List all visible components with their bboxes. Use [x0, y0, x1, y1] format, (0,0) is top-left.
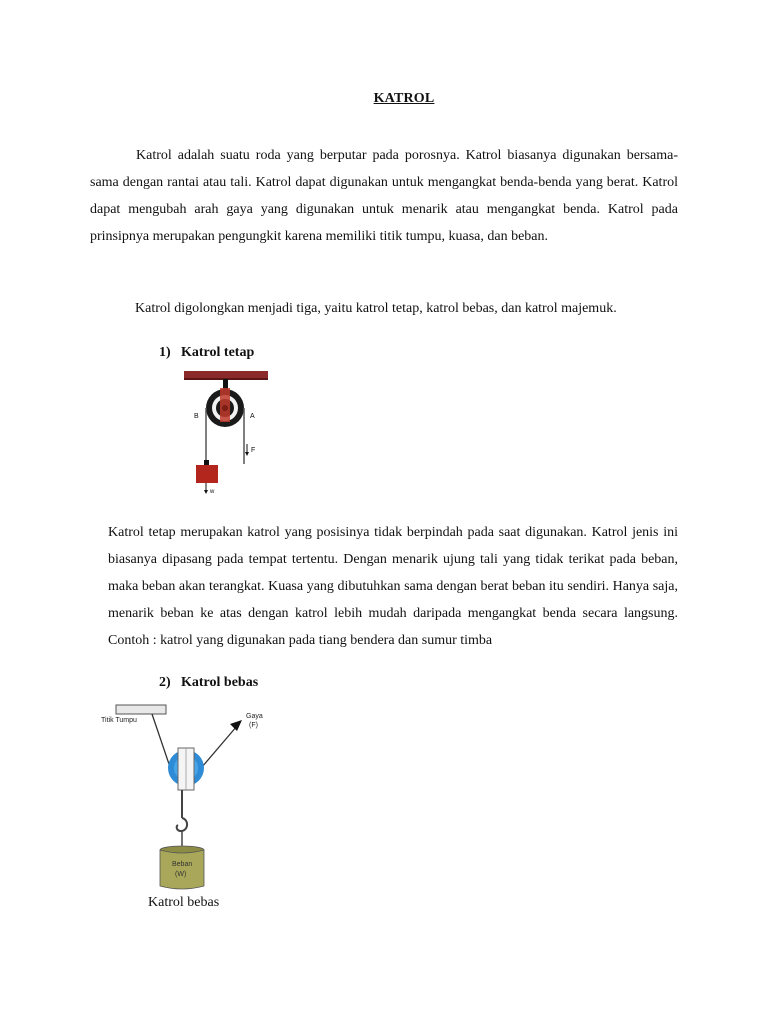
weight-arrowhead: [204, 490, 208, 494]
section-number: 1): [159, 345, 171, 360]
label-force: F: [251, 447, 256, 454]
load-hook: [204, 460, 209, 465]
page-title: KATROL: [373, 91, 435, 106]
section-heading-fixed-pulley: [159, 345, 254, 361]
load-body: [160, 850, 204, 889]
classification-paragraph: Katrol digolongkan menjadi tiga, yaitu katrol tetap, katrol bebas, dan katrol majemuk.: [135, 301, 617, 316]
figure-caption: Katrol bebas: [148, 895, 220, 910]
section-number: 2): [159, 675, 171, 690]
support-beam: [184, 371, 268, 379]
label-support: Titik Tumpu: [101, 717, 137, 724]
label-point-b: B: [194, 413, 199, 420]
load-hook: [177, 818, 187, 831]
intro-paragraph: Katrol adalah suatu roda yang berputar pada porosnya. Katrol biasanya digunakan bersama-sama dengan rantai atau tali. Katrol dapat digunakan untuk mengangkat benda-benda yang berat. Katrol dapat mengubah arah gaya yang digunakan untuk menarik atau mengangkat benda. Katrol pada prinsipnya merupakan pengungkit karena memiliki titik tumpu, kuasa, dan beban.: [90, 148, 678, 244]
label-point-a: A: [250, 413, 255, 420]
fixed-pulley-description: Katrol tetap merupakan katrol yang posisinya tidak berpindah pada saat digunakan. Katrol jenis ini biasanya dipasang pada tempat tertentu. Dengan menarik ujung tali yang tidak terikat pada beban, maka beban akan terangkat. Kuasa yang dibutuhkan sama dengan berat beban itu sendiri. Hanya saja, menarik beban ke atas dengan katrol lebih mudah daripada mengangkat benda secara langsung. Contoh : katrol yang digunakan pada tiang bendera dan sumur timba: [108, 525, 678, 648]
rope-support: [152, 714, 170, 767]
force-arrowhead: [230, 720, 242, 731]
fixed-pulley-illustration: [180, 366, 270, 498]
section-title: Katrol bebas: [181, 675, 259, 690]
label-force-line1: Gaya: [246, 713, 263, 720]
movable-pulley-illustration: [96, 700, 276, 900]
label-force-line2: (F): [249, 722, 258, 729]
rope-pull: [202, 726, 237, 767]
label-load-line2: (W): [175, 871, 187, 878]
label-weight: w: [210, 489, 215, 495]
support-bar: [116, 705, 166, 714]
section-title: Katrol tetap: [181, 345, 255, 360]
section-heading-movable-pulley: [159, 675, 258, 691]
force-arrowhead: [245, 452, 249, 456]
pulley-axle: [222, 405, 228, 411]
load-block: [196, 465, 218, 483]
label-load-line1: Beban: [172, 861, 193, 868]
